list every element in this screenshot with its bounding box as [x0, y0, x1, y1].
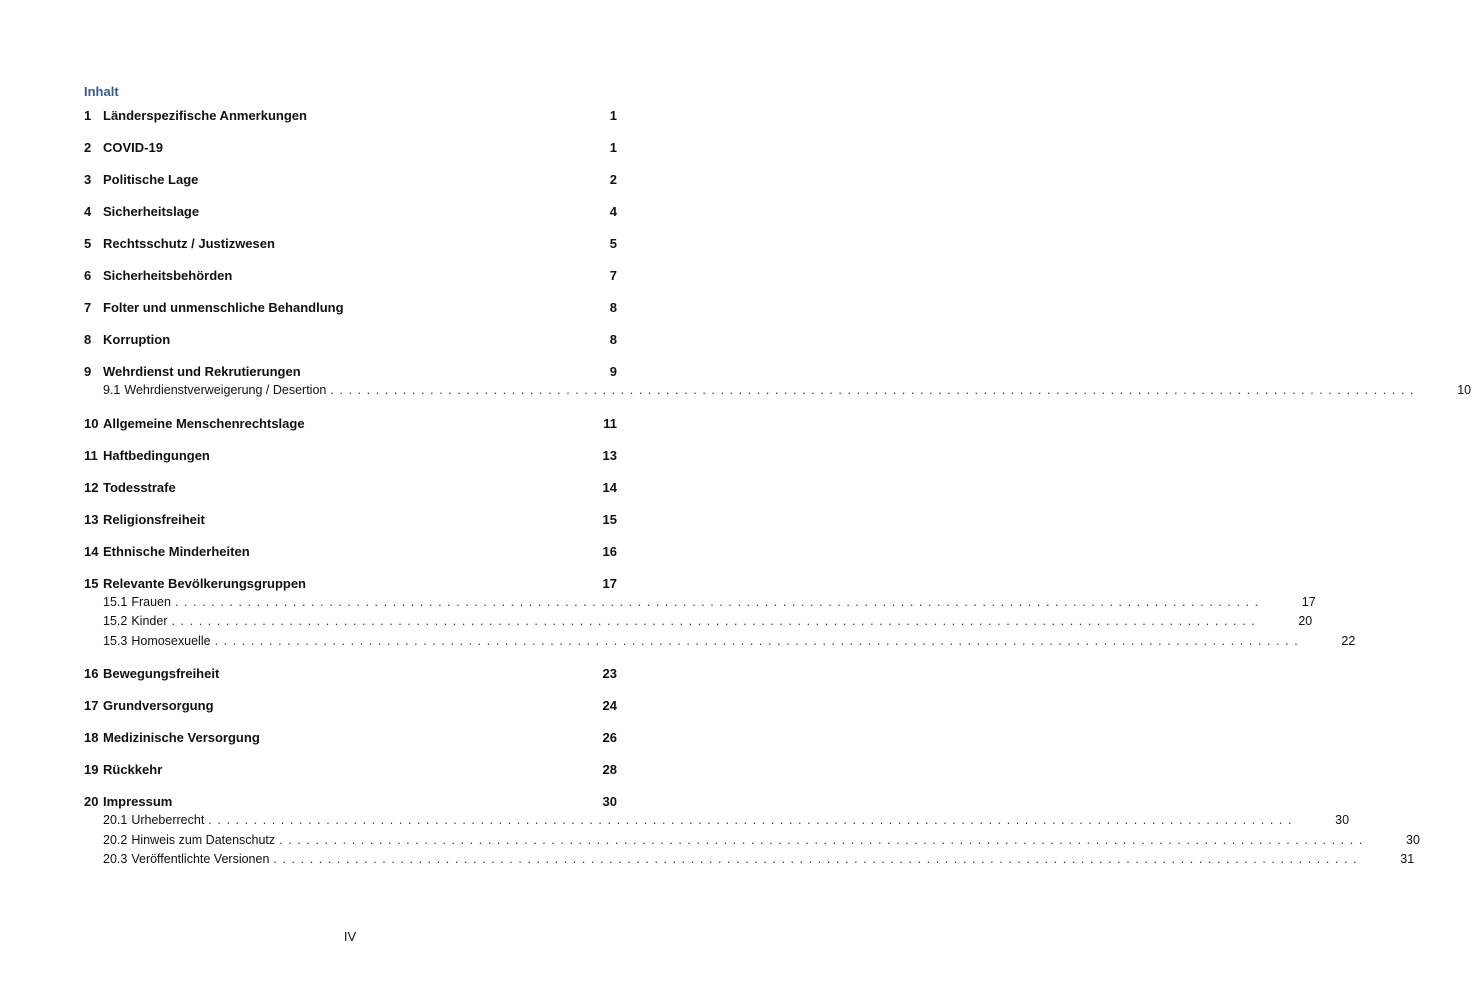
toc-section-page: 16 — [602, 543, 617, 559]
toc-section-number: 8 — [84, 332, 92, 347]
toc-subsection-15.3[interactable] — [84, 632, 1356, 652]
toc-subsection-20.3[interactable] — [84, 850, 1415, 870]
toc-section-page: 1 — [609, 108, 617, 123]
toc-section-page: 11 — [603, 415, 617, 431]
toc-section-8[interactable] — [84, 331, 617, 349]
toc-list — [84, 107, 1471, 870]
toc-section-number: 7 — [84, 300, 92, 315]
dot-leader: ........................................................................................................................ — [330, 383, 1420, 397]
toc-section-title: Grundversorgung — [103, 698, 214, 713]
toc-subsection-page: 30 — [1406, 832, 1420, 847]
toc-section-title: Sicherheitslage — [103, 204, 200, 219]
toc-section-page: 23 — [602, 666, 617, 681]
toc-section-title: Haftbedingungen — [103, 447, 210, 463]
toc-section-title: Wehrdienst und Rekrutierungen — [103, 364, 301, 379]
toc-section-20[interactable] — [84, 793, 617, 811]
toc-section-6[interactable] — [84, 267, 617, 285]
toc-section-9[interactable] — [84, 363, 617, 381]
toc-subsection-page: 30 — [1335, 813, 1350, 827]
toc-section-14[interactable] — [84, 543, 617, 561]
toc-subsection-page: 31 — [1400, 852, 1415, 866]
toc-subsection-title: Hinweis zum Datenschutz — [131, 832, 276, 847]
toc-section-page: 2 — [609, 172, 617, 187]
toc-subsection-title: Kinder — [131, 614, 168, 628]
toc-section-number: 13 — [84, 511, 99, 527]
toc-subsection-title: Homosexuelle — [131, 633, 211, 648]
toc-section-page: 14 — [602, 479, 617, 495]
toc-section-number: 16 — [84, 666, 99, 681]
toc-section-page: 7 — [609, 268, 617, 283]
toc-section-number: 12 — [84, 479, 99, 495]
toc-subsection-page: 22 — [1341, 633, 1356, 648]
toc-section-page: 8 — [609, 332, 617, 347]
toc-section-title: COVID-19 — [103, 140, 163, 155]
toc-subsection-title: Wehrdienstverweigerung / Desertion — [124, 383, 327, 397]
toc-section-number: 11 — [84, 447, 98, 463]
toc-section-18[interactable] — [84, 729, 617, 747]
toc-section-title: Impressum — [103, 794, 173, 809]
toc-section-page: 4 — [609, 204, 617, 219]
toc-section-title: Korruption — [103, 332, 171, 347]
toc-section-16[interactable] — [84, 665, 617, 683]
table-of-contents — [84, 84, 1471, 870]
dot-leader: ........................................................................................................................ — [208, 813, 1298, 827]
toc-section-title: Rückkehr — [103, 762, 163, 777]
toc-section-number: 6 — [84, 268, 92, 283]
toc-section-15[interactable] — [84, 575, 617, 593]
toc-section-page: 5 — [609, 236, 617, 251]
toc-subsection-number: 15.1 — [103, 594, 128, 609]
toc-section-number: 3 — [84, 172, 92, 187]
dot-leader: ........................................................................................................................ — [214, 633, 1304, 648]
toc-section-number: 4 — [84, 204, 92, 219]
toc-section-page: 13 — [602, 447, 617, 463]
toc-section-12[interactable] — [84, 479, 617, 497]
toc-subsection-number: 9.1 — [103, 383, 121, 397]
toc-subsection-number: 20.1 — [103, 813, 128, 827]
toc-section-page: 17 — [602, 575, 617, 591]
toc-section-title: Länderspezifische Anmerkungen — [103, 108, 307, 123]
toc-section-3[interactable] — [84, 171, 617, 189]
toc-section-10[interactable] — [84, 415, 617, 433]
toc-section-4[interactable] — [84, 203, 617, 221]
toc-subsection-title: Frauen — [131, 594, 171, 609]
dot-leader: ........................................................................................................................ — [273, 852, 1363, 866]
toc-subsection-number: 15.3 — [103, 633, 128, 648]
toc-section-title: Sicherheitsbehörden — [103, 268, 233, 283]
toc-section-number: 19 — [84, 762, 99, 777]
toc-subsection-title: Urheberrecht — [131, 813, 205, 827]
toc-section-page: 28 — [602, 762, 617, 777]
toc-section-5[interactable] — [84, 235, 617, 253]
toc-section-13[interactable] — [84, 511, 617, 529]
toc-heading: Inhalt — [84, 84, 119, 99]
toc-section-title: Rechtsschutz / Justizwesen — [103, 236, 275, 251]
toc-section-page: 30 — [602, 794, 617, 809]
toc-subsection-number: 20.3 — [103, 852, 128, 866]
toc-section-2[interactable] — [84, 139, 617, 157]
toc-section-7[interactable] — [84, 299, 617, 317]
toc-subsection-15.1[interactable] — [84, 593, 1316, 613]
toc-section-title: Folter und unmenschliche Behandlung — [103, 300, 344, 315]
toc-subsection-number: 15.2 — [103, 614, 128, 628]
toc-section-number: 2 — [84, 140, 92, 155]
toc-section-11[interactable] — [84, 447, 617, 465]
toc-section-page: 8 — [609, 300, 617, 315]
toc-section-number: 9 — [84, 364, 92, 379]
toc-section-page: 9 — [609, 364, 617, 379]
toc-section-number: 18 — [84, 730, 99, 745]
toc-subsection-9.1[interactable] — [84, 381, 1471, 401]
toc-subsection-page: 20 — [1298, 614, 1313, 628]
toc-section-number: 1 — [84, 108, 92, 123]
toc-section-title: Medizinische Versorgung — [103, 730, 260, 745]
page-number: IV — [343, 929, 357, 944]
toc-section-number: 15 — [84, 575, 99, 591]
toc-subsection-20.2[interactable] — [84, 831, 1420, 851]
dot-leader: ........................................................................................................................ — [174, 594, 1264, 609]
toc-section-number: 5 — [84, 236, 92, 251]
toc-section-title: Relevante Bevölkerungsgruppen — [103, 575, 306, 591]
toc-section-title: Ethnische Minderheiten — [103, 543, 250, 559]
toc-subsection-number: 20.2 — [103, 832, 128, 847]
toc-section-page: 26 — [602, 730, 617, 745]
toc-section-1[interactable] — [84, 107, 617, 125]
toc-section-17[interactable] — [84, 697, 617, 715]
toc-section-number: 17 — [84, 698, 99, 713]
toc-section-19[interactable] — [84, 761, 617, 779]
toc-subsection-title: Veröffentlichte Versionen — [131, 852, 270, 866]
toc-section-title: Todesstrafe — [103, 479, 176, 495]
dot-leader: ........................................................................................................................ — [171, 614, 1261, 628]
toc-section-title: Politische Lage — [103, 172, 199, 187]
toc-section-number: 14 — [84, 543, 99, 559]
toc-section-page: 15 — [602, 511, 617, 527]
dot-leader: ........................................................................................................................ — [279, 832, 1368, 847]
toc-section-title: Bewegungsfreiheit — [103, 666, 220, 681]
toc-section-number: 10 — [84, 415, 99, 431]
toc-section-title: Religionsfreiheit — [103, 511, 205, 527]
toc-section-page: 1 — [609, 140, 617, 155]
toc-subsection-15.2[interactable] — [84, 612, 1313, 632]
toc-subsection-20.1[interactable] — [84, 811, 1350, 831]
toc-section-page: 24 — [602, 698, 617, 713]
toc-subsection-page: 10 — [1457, 383, 1471, 397]
toc-section-number: 20 — [84, 794, 99, 809]
toc-subsection-page: 17 — [1301, 594, 1316, 609]
toc-section-title: Allgemeine Menschenrechtslage — [103, 415, 305, 431]
